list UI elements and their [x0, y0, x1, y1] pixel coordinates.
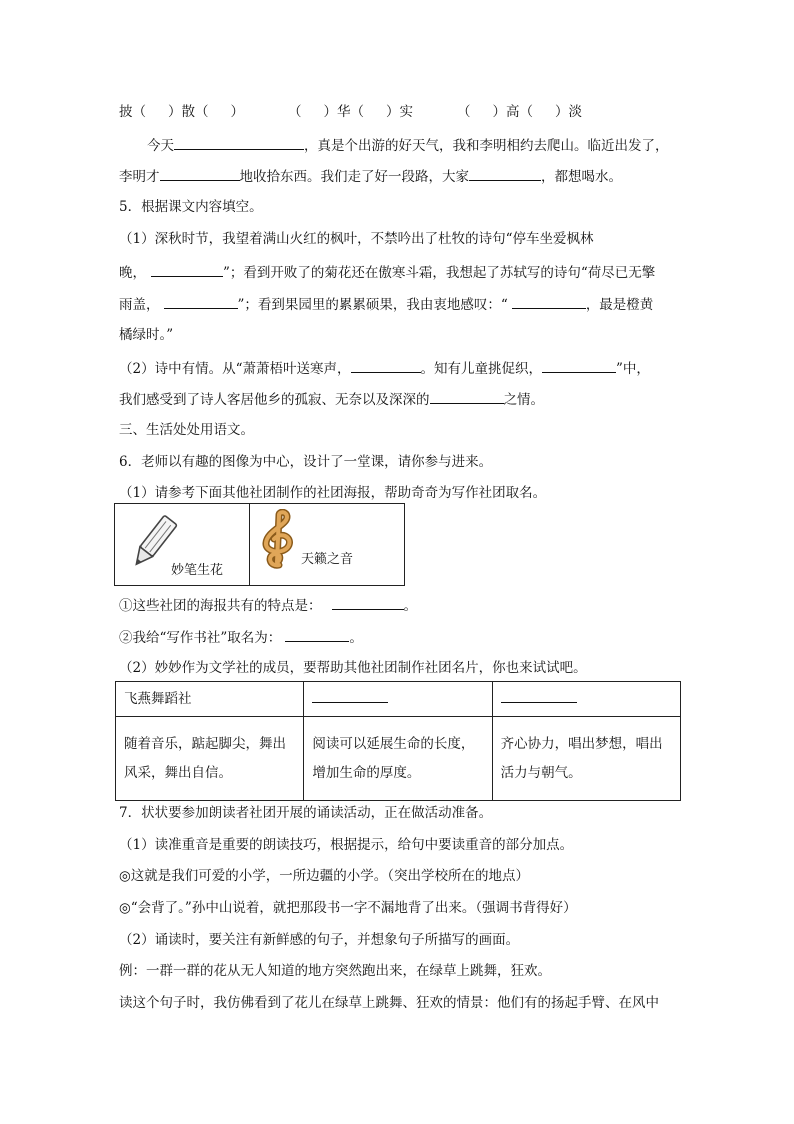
blank[interactable]	[151, 262, 223, 277]
blank[interactable]	[312, 688, 388, 703]
card-1-desc: 随着音乐，踮起脚尖，舞出风采，舞出自信。	[116, 717, 304, 801]
q5-title: 5．根据课文内容填空。	[119, 199, 263, 215]
q6-title: 6．老师以有趣的图像为中心，设计了一堂课，请你参与进来。	[119, 454, 493, 470]
club-poster-table	[114, 503, 405, 586]
blank[interactable]	[351, 358, 421, 373]
blank[interactable]	[174, 135, 304, 150]
section-3-heading: 三、生活处处用语文。	[119, 422, 254, 438]
q7-sentence-2: ◎“会背了。”孙中山说着，就把那段书一字不漏地背了出来。（强调书背得好）	[119, 900, 577, 916]
q6-part2: （2）妙妙作为文学社的成员，要帮助其他社团制作社团名片，你也来试试吧。	[119, 660, 587, 676]
q5-part1-line2: 晚， ”；看到开败了的菊花还在傲寒斗霜，我想起了苏轼写的诗句“荷尽已无擎	[119, 262, 655, 282]
poster-writing-caption: 妙笔生花	[171, 563, 224, 578]
q5-part1-line4: 橘绿时。”	[119, 327, 174, 343]
q5-part1-line3: 雨盖， ”；看到果园里的累累硕果，我由衷地感叹：“ ，最是橙黄	[119, 294, 653, 314]
q7-title: 7．状状要参加朗读者社团开展的诵读活动，正在做活动准备。	[119, 805, 493, 821]
q6-question-1: ①这些社团的海报共有的特点是： 。	[119, 595, 417, 615]
poster-music-caption: 天籁之音	[301, 552, 354, 567]
card-2-desc: 阅读可以延展生命的长度，增加生命的厚度。	[304, 717, 492, 801]
q7-sentence-1: ◎这就是我们可爱的小学，一所边疆的小学。（突出学校所在的地点）	[119, 868, 530, 884]
pair-3: （ ）高（ ）淡	[457, 104, 582, 120]
card-1-name: 飞燕舞蹈社	[116, 682, 304, 717]
q5-part2-line1: （2）诗中有情。从“萧萧梧叶送寒声， 。知有儿童挑促织， ”中，	[119, 358, 650, 378]
q6-question-2: ②我给“写作书社”取名为： 。	[119, 627, 363, 647]
q7-last-line: 读这个句子时，我仿佛看到了花儿在绿草上跳舞、狂欢的情景：他们有的扬起手臂、在风中	[119, 995, 659, 1011]
q5-part1-line1: （1）深秋时节，我望着满山火红的枫叶，不禁吟出了杜牧的诗句“停车坐爱枫林	[119, 231, 594, 247]
blank[interactable]	[160, 166, 240, 181]
blank[interactable]	[512, 294, 586, 309]
q7-example: 例：一群一群的花从无人知道的地方突然跑出来，在绿草上跳舞，狂欢。	[119, 963, 551, 979]
card-2-name[interactable]	[304, 682, 492, 717]
paragraph-line-1: 今天 ，真是个出游的好天气，我和李明相约去爬山。临近出发了，	[147, 135, 669, 155]
poster-music	[250, 504, 404, 585]
blank[interactable]	[542, 358, 616, 373]
blank[interactable]	[285, 627, 349, 642]
q5-part2-line2: 我们感受到了诗人客居他乡的孤寂、无奈以及深深的 之情。	[119, 389, 544, 409]
q6-part1: （1）请参考下面其他社团制作的社团海报，帮助奇奇为写作社团取名。	[119, 485, 547, 501]
club-card-table	[115, 681, 681, 801]
blank[interactable]	[332, 595, 404, 610]
pair-1: 披（ ）散（ ）	[119, 104, 244, 120]
card-3-desc: 齐心协力，唱出梦想，唱出活力与朝气。	[492, 717, 680, 801]
blank[interactable]	[501, 688, 577, 703]
blank[interactable]	[469, 166, 541, 181]
pair-2: （ ）华（ ）实	[288, 104, 413, 120]
blank[interactable]	[164, 294, 238, 309]
card-3-name[interactable]	[492, 682, 680, 717]
word-pairs-line	[119, 103, 582, 121]
poster-writing	[115, 504, 250, 585]
paragraph-line-2: 李明才 地收拾东西。我们走了好一段路，大家 ，都想喝水。	[119, 166, 622, 186]
treble-clef-icon	[257, 509, 299, 569]
blank[interactable]	[430, 389, 504, 404]
q7-part2: （2）诵读时，要关注有新鲜感的句子，并想象句子所描写的画面。	[119, 932, 520, 948]
q7-part1: （1）读准重音是重要的朗读技巧，根据提示，给句中要读重音的部分加点。	[119, 837, 574, 853]
